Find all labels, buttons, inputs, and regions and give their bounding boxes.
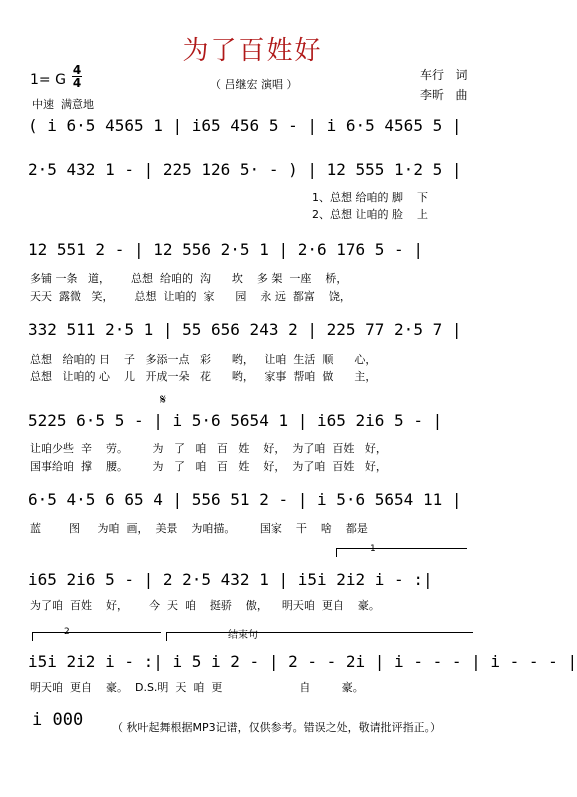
segno-sign: 𝄋 <box>160 392 167 408</box>
singer-credit: （ 吕继宏 演唱 ） <box>210 78 298 91</box>
lyric-line-7: 为了咱 百姓 好， 今 天 咱 挺骄 傲， 明天咱 更自 豪。 <box>30 599 380 612</box>
lyric-line-2b: 2、总想 让咱的 脸 上 <box>312 208 428 221</box>
ending-label: 结束句 <box>228 630 258 641</box>
lyric-line-3b: 天天 露微 笑， 总想 让咱的 家 园 永 远 都富 饶， <box>30 290 351 303</box>
time-signature <box>72 64 82 89</box>
volta-bracket-2 <box>32 632 161 641</box>
composer-credit: 李昕 曲 <box>420 88 468 102</box>
time-signature-top: 4 <box>72 63 82 77</box>
time-signature-bottom: 4 <box>72 76 82 90</box>
volta-number-1: 1 <box>370 544 376 554</box>
notation-line-3: 12 551 2 - | 12 556 2·5 1 | 2·6 176 5 - | <box>28 240 423 259</box>
song-title: 为了百姓好 <box>182 36 323 66</box>
transcriber-remark: （ 秋叶起舞根据MP3记谱，仅供参考。错误之处，敬请批评指正。） <box>112 721 442 734</box>
volta-number-2: 2 <box>64 627 70 637</box>
lyric-line-8: 明天咱 更自 豪。 D.S.明 天 咱 更 自 豪。 <box>30 681 364 694</box>
lyric-line-2a: 1、总想 给咱的 脚 下 <box>312 191 428 204</box>
lyric-line-4b: 总想 让咱的 心 儿 开成一朵 花 哟， 家事 帮咱 做 主， <box>30 370 377 383</box>
notation-line-7: i65 2i6 5 - | 2 2·5 432 1 | i5i 2i2 i - :| <box>28 570 433 589</box>
volta-bracket-1 <box>336 548 467 557</box>
lyric-line-3a: 多铺 一条 道， 总想 给咱的 沟 坎 多 架 一座 桥， <box>30 272 348 285</box>
notation-line-2: 2·5 432 1 - | 225 126 5· - ) | 12 555 1·2 5 | <box>28 160 462 179</box>
lyricist-credit: 车行 词 <box>420 68 468 82</box>
lyric-line-4a: 总想 给咱的 日 子 多添一点 彩 哟， 让咱 生活 顺 心， <box>30 353 377 366</box>
notation-line-4: 332 511 2·5 1 | 55 656 243 2 | 225 77 2·5 7 | <box>28 320 462 339</box>
final-notation: i 000 <box>32 710 84 730</box>
lyric-line-6: 蓝 图 为咱 画， 美景 为咱描。 国家 干 啥 都是 <box>30 522 368 535</box>
tempo-marking: 中速 满意地 <box>32 98 94 111</box>
lyric-line-5b: 国事给咱 撑 腰。 为 了 咱 百 姓 好， 为了咱 百姓 好， <box>30 460 387 473</box>
lyric-line-5a: 让咱少些 辛 劳。 为 了 咱 百 姓 好， 为了咱 百姓 好， <box>30 442 387 455</box>
notation-line-6: 6·5 4·5 6 65 4 | 556 51 2 - | i 5·6 5654 11 | <box>28 490 462 509</box>
notation-line-8: i5i 2i2 i - :| i 5 i 2 - | 2 - - 2i | i - - - | i - - - | <box>28 652 577 671</box>
key-signature: 1= G <box>30 72 66 88</box>
notation-line-5: 5225 6·5 5 - | i 5·6 5654 1 | i65 2i6 5 - | <box>28 411 443 430</box>
notation-line-1: ( i 6·5 4565 1 | i65 456 5 - | i 6·5 4565 5 | <box>28 116 462 135</box>
ending-bracket <box>166 632 473 641</box>
